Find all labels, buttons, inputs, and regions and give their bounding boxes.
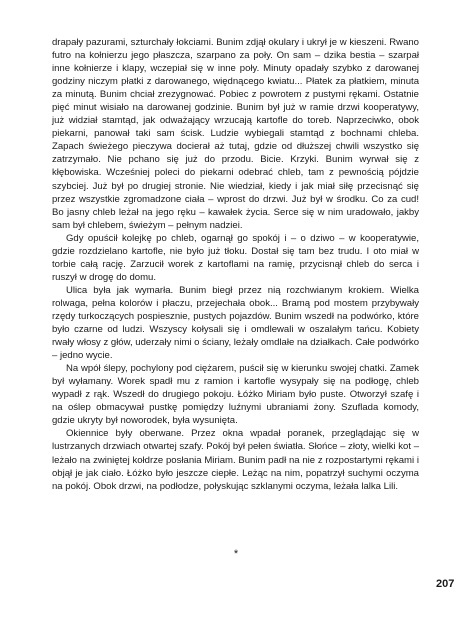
- page-number: 207: [436, 578, 455, 590]
- paragraph: Na wpół ślepy, pochylony pod ciężarem, puścił się w kierunku swojej chatki. Zamek był wyłamany. Worek spadł mu z ramion i kartofle wysypały się na podłogę, chleb wypadł z rąk. Wszedł do drugiego pokoju. Łóżko Miriam było puste. Otworzył szafę i na oślep obmacywał pustkę pomiędzy luźnymi ubraniami żony. Szuflada komody, gdzie ukryty był noworodek, była wysunięta.: [52, 363, 419, 427]
- paragraph: Gdy opuścił kolejkę po chleb, ogarnął go spokój i – o dziwo – w kooperatywie, gdzie rozdzielano kartofle, nie było już tłoku. Dostał się tam bez trudu. I oto miał w torbie całą rację. Zarzucił worek z kartoflami na ramię, przycisnął chleb do serca i ruszył w drogę do domu.: [52, 232, 419, 283]
- paragraph: drapały pazurami, szturchały łokciami. Bunim zdjął okulary i ukrył je w kieszeni. Rwano futro na kołnierzu jego płaszcza, szarpano za poły. On sam – dzika bestia – szarpał inne kołnierze i klapy, wczepiał się w inne poły. Minuty opadały szybko z darowanej godziny niczym płatki z darowanego, więdnącego kwiatu... Płatek za płatkiem, minuta za minutą. Bunim chciał zrezygnować. Pobiec z powrotem z pustymi rękami. Ostatnie pięć minut wisiało na darowanej godzinie. Bunim był już w ramie drzwi kooperatywy, już widział stamtąd, jak odważający wrzucają kartofle do toreb. Naprzeciwko, obok piekarni, panował taki sam ścisk. Ludzie wybiegali stamtąd z bochnami chleba. Zapach świeżego pieczywa docierał aż tutaj, gdzie od dłuższej chwili wszystko się zatrzymało. Nie pchano się już do przodu. Bicie. Krzyki. Bunim wyrwał się z kłębowiska. Wcześniej poleci do piekarni odebrać chleb, tam z pewnością pójdzie szybciej. Już był po drugiej stronie. Nie wiedział, kiedy i jak miał siłę przecisnąć się przez wszystkie zgromadzone ciała – wprost do drzwi. Już był w środku. Co za cud! Bo jasny chleb leżał na jego ręku – kawałek życia. Serce się w nim uradowało, jakby sam był chlebem, świeżym – pełnym nadziei.: [52, 37, 419, 231]
- paragraph: Okiennice były oberwane. Przez okna wpadał poranek, przeglądając się w lustrzanych drzwiach otwartej szafy. Pokój był pełen światła. Słońce – złoty, wielki kot – leżało na zwiniętej kołdrze posłania Miriam. Bunim padł na nie z rozpostartymi rękami i objął je jak ciało. Łóżko było jeszcze ciepłe. Leżąc na nim, popatrzył suchymi oczyma na pokój. Obok drzwi, na podłodze, połyskując szklanymi oczyma, leżała lalka Lili.: [52, 428, 419, 492]
- section-break-asterisk: *: [233, 548, 239, 560]
- body-text: [52, 36, 419, 493]
- paragraph: Ulica była jak wymarła. Bunim biegł przez nią rozchwianym krokiem. Wielka rolwaga, pełna kolorów i płaczu, przejechała obok... Bramą pod mostem przybywały rzędy turkoczących pospiesznie, pustych pojazdów. Bunim wszedł na podwórko, które było czarne od ludzi. Wszyscy kołysali się i omdlewali w oszalałym tańcu. Kobiety rwały włosy z głów, uderzały nimi o ściany, leżały omdlałe na działkach. Całe podwórko – jedno wycie.: [52, 284, 420, 362]
